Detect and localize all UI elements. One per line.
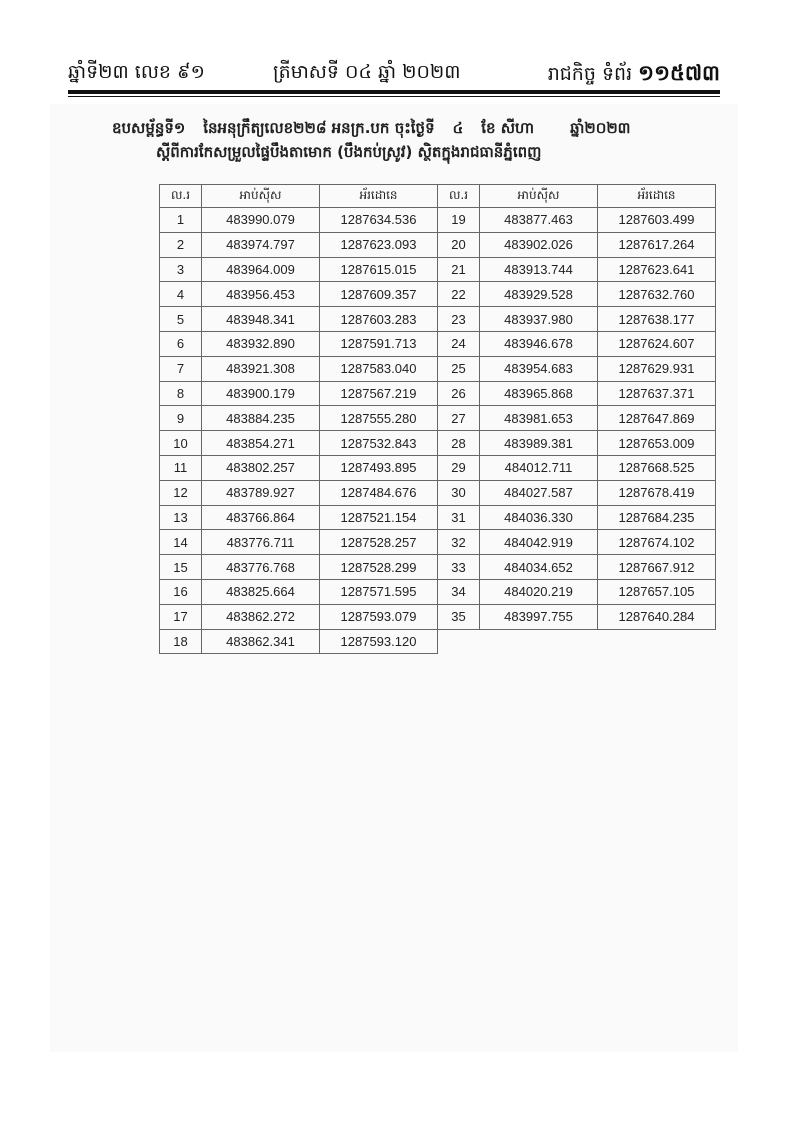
abscissa-value: 483954.683 (480, 356, 598, 381)
abscissa-value: 483997.755 (480, 604, 598, 629)
point-number: 32 (438, 530, 480, 555)
abscissa-value: 483776.768 (202, 555, 320, 580)
ordinate-value: 1287583.040 (320, 356, 438, 381)
table-row (160, 480, 716, 505)
point-number: 18 (160, 629, 202, 654)
abscissa-value: 483921.308 (202, 356, 320, 381)
col-header-no: ល.រ (438, 185, 480, 208)
ordinate-value: 1287567.219 (320, 381, 438, 406)
abscissa-value: 483900.179 (202, 381, 320, 406)
abscissa-value: 483948.341 (202, 307, 320, 332)
point-number: 29 (438, 455, 480, 480)
col-header-y: អ័រដោនេ (320, 185, 438, 208)
abscissa-value: 483854.271 (202, 431, 320, 456)
table-row (160, 307, 716, 332)
abscissa-value: 483937.980 (480, 307, 598, 332)
point-number: 5 (160, 307, 202, 332)
page-header (68, 56, 720, 90)
abscissa-value: 484036.330 (480, 505, 598, 530)
ordinate-value: 1287528.299 (320, 555, 438, 580)
point-number: 25 (438, 356, 480, 381)
ordinate-value: 1287493.895 (320, 455, 438, 480)
table-row (160, 455, 716, 480)
abscissa-value: 483884.235 (202, 406, 320, 431)
abscissa-value (480, 629, 598, 654)
table-row (160, 257, 716, 282)
abscissa-value: 483964.009 (202, 257, 320, 282)
dated-month: ខែ សីហា (481, 119, 535, 137)
abscissa-value: 483862.272 (202, 604, 320, 629)
point-number: 22 (438, 282, 480, 307)
abscissa-value: 483974.797 (202, 232, 320, 257)
abscissa-value: 483877.463 (480, 208, 598, 233)
point-number (438, 629, 480, 654)
ordinate-value: 1287629.931 (598, 356, 716, 381)
ordinate-value: 1287603.283 (320, 307, 438, 332)
abscissa-value: 483990.079 (202, 208, 320, 233)
point-number: 21 (438, 257, 480, 282)
page-number: ១១៥៧៣ (638, 61, 720, 85)
abscissa-value: 483766.864 (202, 505, 320, 530)
point-number: 13 (160, 505, 202, 530)
point-number: 6 (160, 331, 202, 356)
point-number: 10 (160, 431, 202, 456)
point-number: 15 (160, 555, 202, 580)
col-header-no: ល.រ (160, 185, 202, 208)
abscissa-value: 484020.219 (480, 579, 598, 604)
dated-day: ៤ (452, 119, 464, 137)
abscissa-value: 483789.927 (202, 480, 320, 505)
point-number: 27 (438, 406, 480, 431)
point-number: 35 (438, 604, 480, 629)
gazette-date: ត្រីមាសទី ០៤ ឆ្នាំ ២០២៣ (273, 61, 461, 83)
point-number: 28 (438, 431, 480, 456)
ordinate-value: 1287667.912 (598, 555, 716, 580)
point-number: 20 (438, 232, 480, 257)
point-number: 7 (160, 356, 202, 381)
point-number: 3 (160, 257, 202, 282)
ordinate-value: 1287623.093 (320, 232, 438, 257)
ordinate-value: 1287657.105 (598, 579, 716, 604)
ordinate-value: 1287640.284 (598, 604, 716, 629)
col-header-x: អាប់ស៊ីស (480, 185, 598, 208)
ordinate-value: 1287521.154 (320, 505, 438, 530)
ordinate-value: 1287571.595 (320, 579, 438, 604)
sub-decree-ref: នៃអនុក្រឹត្យលេខ២២៨ អនក្រ.បក (203, 119, 390, 137)
ordinate-value: 1287528.257 (320, 530, 438, 555)
annex-title (112, 116, 688, 164)
table-row (160, 331, 716, 356)
point-number: 12 (160, 480, 202, 505)
abscissa-value: 483989.381 (480, 431, 598, 456)
col-header-y: អ័រដោនេ (598, 185, 716, 208)
ordinate-value: 1287593.079 (320, 604, 438, 629)
abscissa-value: 483913.744 (480, 257, 598, 282)
point-number: 1 (160, 208, 202, 233)
abscissa-value: 483929.528 (480, 282, 598, 307)
annex-number: ឧបសម្ព័ន្ធទី១ (112, 119, 186, 137)
abscissa-value: 483802.257 (202, 455, 320, 480)
point-number: 11 (160, 455, 202, 480)
table-row (160, 381, 716, 406)
header-rule-thin (68, 96, 720, 97)
point-number: 34 (438, 579, 480, 604)
point-number: 33 (438, 555, 480, 580)
abscissa-value: 483956.453 (202, 282, 320, 307)
table-row (160, 629, 716, 654)
ordinate-value: 1287638.177 (598, 307, 716, 332)
dated-year: ឆ្នាំ២០២៣ (570, 119, 631, 137)
ordinate-value: 1287484.676 (320, 480, 438, 505)
ordinate-value (598, 629, 716, 654)
table-row (160, 406, 716, 431)
abscissa-value: 484034.652 (480, 555, 598, 580)
point-number: 9 (160, 406, 202, 431)
ordinate-value: 1287603.499 (598, 208, 716, 233)
table-header-row (160, 185, 716, 208)
ordinate-value: 1287532.843 (320, 431, 438, 456)
point-number: 26 (438, 381, 480, 406)
annex-title-line2: ស្តីពីការកែសម្រួលផ្ទៃបឹងតាមោក (បឹងកប់ស្រូវ) ស្ថិតក្នុងរាជធានីភ្នំពេញ (156, 143, 542, 161)
abscissa-value: 484027.587 (480, 480, 598, 505)
ordinate-value: 1287684.235 (598, 505, 716, 530)
abscissa-value: 483825.664 (202, 579, 320, 604)
point-number: 23 (438, 307, 480, 332)
abscissa-value: 483862.341 (202, 629, 320, 654)
ordinate-value: 1287593.120 (320, 629, 438, 654)
point-number: 14 (160, 530, 202, 555)
coordinates-table (159, 184, 716, 654)
abscissa-value: 483902.026 (480, 232, 598, 257)
ordinate-value: 1287623.641 (598, 257, 716, 282)
ordinate-value: 1287632.760 (598, 282, 716, 307)
table-row (160, 579, 716, 604)
point-number: 4 (160, 282, 202, 307)
table-row (160, 555, 716, 580)
ordinate-value: 1287624.607 (598, 331, 716, 356)
table-row (160, 356, 716, 381)
point-number: 19 (438, 208, 480, 233)
abscissa-value: 483932.890 (202, 331, 320, 356)
point-number: 30 (438, 480, 480, 505)
ordinate-value: 1287615.015 (320, 257, 438, 282)
gazette-label: រាជកិច្ច ទំព័រ (547, 63, 633, 85)
abscissa-value: 483981.653 (480, 406, 598, 431)
ordinate-value: 1287634.536 (320, 208, 438, 233)
abscissa-value: 483965.868 (480, 381, 598, 406)
dated-label: ចុះថ្ងៃទី (394, 119, 435, 137)
table-row (160, 604, 716, 629)
table-row (160, 232, 716, 257)
table-row (160, 208, 716, 233)
col-header-x: អាប់ស៊ីស (202, 185, 320, 208)
ordinate-value: 1287653.009 (598, 431, 716, 456)
abscissa-value: 484012.711 (480, 455, 598, 480)
point-number: 24 (438, 331, 480, 356)
gazette-page (548, 60, 720, 91)
header-rule (68, 90, 720, 94)
table-row (160, 282, 716, 307)
year-issue: ឆ្នាំទី២៣ លេខ ៩១ (68, 61, 205, 83)
ordinate-value: 1287617.264 (598, 232, 716, 257)
ordinate-value: 1287674.102 (598, 530, 716, 555)
abscissa-value: 483776.711 (202, 530, 320, 555)
annex-title-line1 (112, 116, 688, 140)
ordinate-value: 1287591.713 (320, 331, 438, 356)
ordinate-value: 1287668.525 (598, 455, 716, 480)
ordinate-value: 1287678.419 (598, 480, 716, 505)
point-number: 2 (160, 232, 202, 257)
point-number: 31 (438, 505, 480, 530)
abscissa-value: 484042.919 (480, 530, 598, 555)
table-row (160, 530, 716, 555)
ordinate-value: 1287555.280 (320, 406, 438, 431)
ordinate-value: 1287647.869 (598, 406, 716, 431)
ordinate-value: 1287609.357 (320, 282, 438, 307)
point-number: 8 (160, 381, 202, 406)
point-number: 16 (160, 579, 202, 604)
abscissa-value: 483946.678 (480, 331, 598, 356)
ordinate-value: 1287637.371 (598, 381, 716, 406)
point-number: 17 (160, 604, 202, 629)
table-row (160, 505, 716, 530)
table-row (160, 431, 716, 456)
